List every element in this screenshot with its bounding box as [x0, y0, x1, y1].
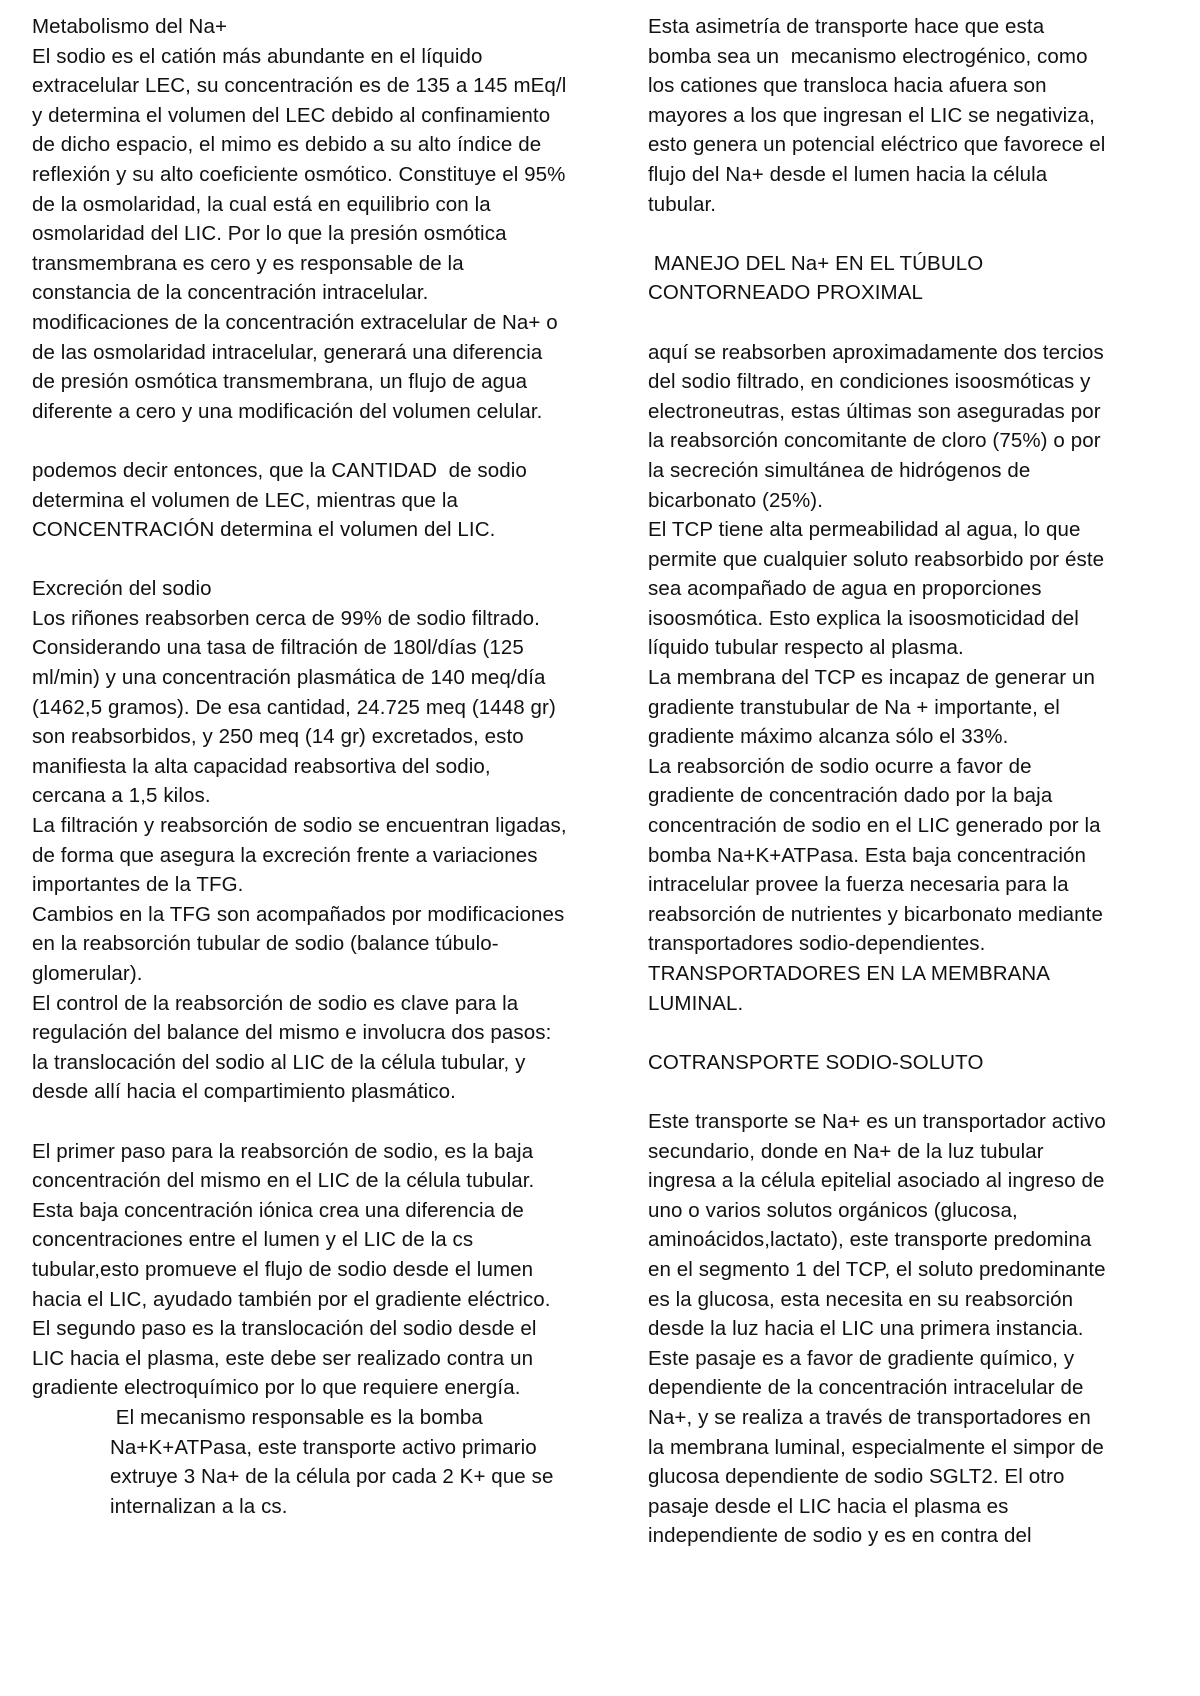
text-line: LUMINAL.: [648, 991, 744, 1015]
text-line: El mecanismo responsable es la bomba: [110, 1405, 483, 1429]
text-line: electroneutras, estas últimas son aseguradas por: [648, 399, 1101, 423]
text-line: sea acompañado de agua en proporciones: [648, 577, 1042, 601]
text-line: Este transporte se Na+ es un transportador activo: [648, 1109, 1106, 1133]
text-line: hacia el LIC, ayudado también por el gradiente eléctrico.: [32, 1287, 551, 1311]
text-line: mayores a los que ingresan el LIC se negativiza,: [648, 103, 1095, 127]
text-line: extracelular LEC, su concentración es de 135 a 145 mEq/l: [32, 74, 567, 98]
text-line: isoosmótica. Esto explica la isoosmoticidad del: [648, 606, 1079, 630]
text-line: intracelular provee la fuerza necesaria para la: [648, 873, 1069, 897]
text-line: tubular.: [648, 192, 717, 216]
text-line: Cambios en la TFG son acompañados por modificaciones: [32, 902, 565, 926]
text-line: La filtración y reabsorción de sodio se encuentran ligadas,: [32, 814, 567, 838]
text-line: concentración de sodio en el LIC generado por la: [648, 814, 1101, 838]
text-line: manifiesta la alta capacidad reabsortiva del sodio,: [32, 754, 491, 778]
text-line: extruye 3 Na+ de la célula por cada 2 K+ que se: [110, 1465, 554, 1489]
text-line: desde allí hacia el compartimiento plasmático.: [32, 1080, 456, 1104]
text-line: modificaciones de la concentración extracelular de Na+ o: [32, 310, 558, 334]
text-line: Esta asimetría de transporte hace que esta: [648, 15, 1045, 38]
text-line: Esta baja concentración iónica crea una diferencia de: [32, 1198, 524, 1222]
text-line: ingresa a la célula epitelial asociado al ingreso de: [648, 1169, 1105, 1193]
text-line: bomba sea un mecanismo electrogénico, como: [648, 44, 1088, 68]
text-line: flujo del Na+ desde el lumen hacia la célula: [648, 162, 1048, 186]
text-line: internalizan a la cs.: [110, 1494, 288, 1518]
text-line: es la glucosa, esta necesita en su reabsorción: [648, 1287, 1074, 1311]
text-line: gradiente de concentración dado por la baja: [648, 784, 1053, 808]
left-column: [32, 12, 622, 1521]
text-line: regulación del balance del mismo e involucra dos pasos:: [32, 1021, 552, 1045]
text-line: osmolaridad del LIC. Por lo que la presión osmótica: [32, 222, 507, 246]
text-line: [32, 426, 622, 456]
text-line: en el segmento 1 del TCP, el soluto predominante: [648, 1257, 1106, 1281]
text-line: bomba Na+K+ATPasa. Esta baja concentración: [648, 843, 1086, 867]
text-line: glomerular).: [32, 962, 143, 985]
text-line: El segundo paso es la translocación del sodio desde el: [32, 1317, 537, 1341]
text-line: uno o varios solutos orgánicos (glucosa,: [648, 1198, 1018, 1222]
text-line: Considerando una tasa de filtración de 180l/días (125: [32, 636, 524, 660]
text-line: pasaje desde el LIC hacia el plasma es: [648, 1494, 1009, 1518]
text-line: aquí se reabsorben aproximadamente dos tercios: [648, 340, 1104, 364]
text-line: El control de la reabsorción de sodio es clave para la: [32, 991, 519, 1015]
text-line: transmembrana es cero y es responsable de la: [32, 251, 464, 275]
right-column: [648, 12, 1178, 1551]
text-line: (1462,5 gramos). De esa cantidad, 24.725 meq (1448 gr): [32, 695, 556, 719]
text-line: diferente a cero y una modificación del volumen celular.: [32, 399, 543, 423]
text-line: permite que cualquier soluto reabsorbido por éste: [648, 547, 1105, 571]
text-line: los cationes que transloca hacia afuera son: [648, 74, 1047, 98]
text-line: CONTORNEADO PROXIMAL: [648, 281, 923, 305]
text-line: de dicho espacio, el mimo es debido a su alto índice de: [32, 133, 542, 157]
text-line: cercana a 1,5 kilos.: [32, 784, 211, 808]
text-line: constancia de la concentración intracelular.: [32, 281, 429, 305]
text-line: importantes de la TFG.: [32, 873, 244, 897]
text-line: El primer paso para la reabsorción de sodio, es la baja: [32, 1139, 534, 1163]
text-line: [32, 1107, 622, 1137]
text-line: gradiente electroquímico por lo que requiere energía.: [32, 1376, 521, 1400]
text-line: de presión osmótica transmembrana, un flujo de agua: [32, 370, 528, 394]
text-line: gradiente transtubular de Na + importante, el: [648, 695, 1060, 719]
text-line: Na+, y se realiza a través de transportadores en: [648, 1405, 1091, 1429]
text-line: Na+K+ATPasa, este transporte activo primario: [110, 1435, 537, 1459]
text-line: El sodio es el catión más abundante en el líquido: [32, 44, 483, 68]
text-line: El TCP tiene alta permeabilidad al agua, lo que: [648, 518, 1081, 542]
text-line: TRANSPORTADORES EN LA MEMBRANA: [648, 962, 1051, 985]
text-line: la reabsorción concomitante de cloro (75%) o por: [648, 429, 1101, 453]
text-line: de la osmolaridad, la cual está en equilibrio con la: [32, 192, 491, 216]
text-line: podemos decir entonces, que la CANTIDAD de sodio: [32, 458, 527, 482]
text-line: del sodio filtrado, en condiciones isoosmóticas y: [648, 370, 1091, 394]
text-line: Excreción del sodio: [32, 577, 212, 601]
text-line: [648, 1077, 1178, 1107]
text-line: LIC hacia el plasma, este debe ser realizado contra un: [32, 1346, 534, 1370]
text-line: desde la luz hacia el LIC una primera instancia.: [648, 1317, 1084, 1341]
text-line: la translocación del sodio al LIC de la célula tubular, y: [32, 1050, 526, 1074]
text-line: de forma que asegura la excreción frente a variaciones: [32, 843, 538, 867]
text-line: [32, 545, 622, 575]
text-line: y determina el volumen del LEC debido al confinamiento: [32, 103, 551, 127]
text-line: [648, 308, 1178, 338]
text-line: bicarbonato (25%).: [648, 488, 824, 512]
text-line: en la reabsorción tubular de sodio (balance túbulo-: [32, 932, 499, 956]
text-line: La membrana del TCP es incapaz de generar un: [648, 666, 1095, 690]
text-line: de las osmolaridad intracelular, generará una diferencia: [32, 340, 543, 364]
text-line: Metabolismo del Na+: [32, 15, 228, 38]
text-line: transportadores sodio-dependientes.: [648, 932, 986, 956]
text-line: COTRANSPORTE SODIO-SOLUTO: [648, 1050, 984, 1074]
text-line: glucosa dependiente de sodio SGLT2. El otro: [648, 1465, 1065, 1489]
text-line: Este pasaje es a favor de gradiente químico, y: [648, 1346, 1075, 1370]
text-line: líquido tubular respecto al plasma.: [648, 636, 964, 660]
text-line: concentración del mismo en el LIC de la célula tubular.: [32, 1169, 535, 1193]
text-line: la membrana luminal, especialmente el simpor de: [648, 1435, 1104, 1459]
text-line: son reabsorbidos, y 250 meq (14 gr) excretados, esto: [32, 725, 524, 749]
text-line: gradiente máximo alcanza sólo el 33%.: [648, 725, 1009, 749]
text-line: reabsorción de nutrientes y bicarbonato mediante: [648, 902, 1103, 926]
text-line: concentraciones entre el lumen y el LIC de la cs: [32, 1228, 474, 1252]
text-line: determina el volumen de LEC, mientras que la: [32, 488, 459, 512]
text-line: MANEJO DEL Na+ EN EL TÚBULO: [648, 251, 984, 275]
text-line: ml/min) y una concentración plasmática de 140 meq/día: [32, 666, 546, 690]
text-line: dependiente de la concentración intracelular de: [648, 1376, 1084, 1400]
text-line: esto genera un potencial eléctrico que favorece el: [648, 133, 1106, 157]
text-line: la secreción simultánea de hidrógenos de: [648, 458, 1031, 482]
text-line: independiente de sodio y es en contra del: [648, 1524, 1032, 1548]
text-line: Los riñones reabsorben cerca de 99% de sodio filtrado.: [32, 606, 540, 630]
text-line: aminoácidos,lactato), este transporte predomina: [648, 1228, 1092, 1252]
text-line: CONCENTRACIÓN determina el volumen del LIC.: [32, 518, 496, 542]
text-line: [648, 219, 1178, 249]
text-line: secundario, donde en Na+ de la luz tubular: [648, 1139, 1044, 1163]
text-line: La reabsorción de sodio ocurre a favor de: [648, 754, 1032, 778]
text-line: reflexión y su alto coeficiente osmótico. Constituye el 95%: [32, 162, 566, 186]
text-line: tubular,esto promueve el flujo de sodio desde el lumen: [32, 1257, 534, 1281]
text-line: [648, 1018, 1178, 1048]
